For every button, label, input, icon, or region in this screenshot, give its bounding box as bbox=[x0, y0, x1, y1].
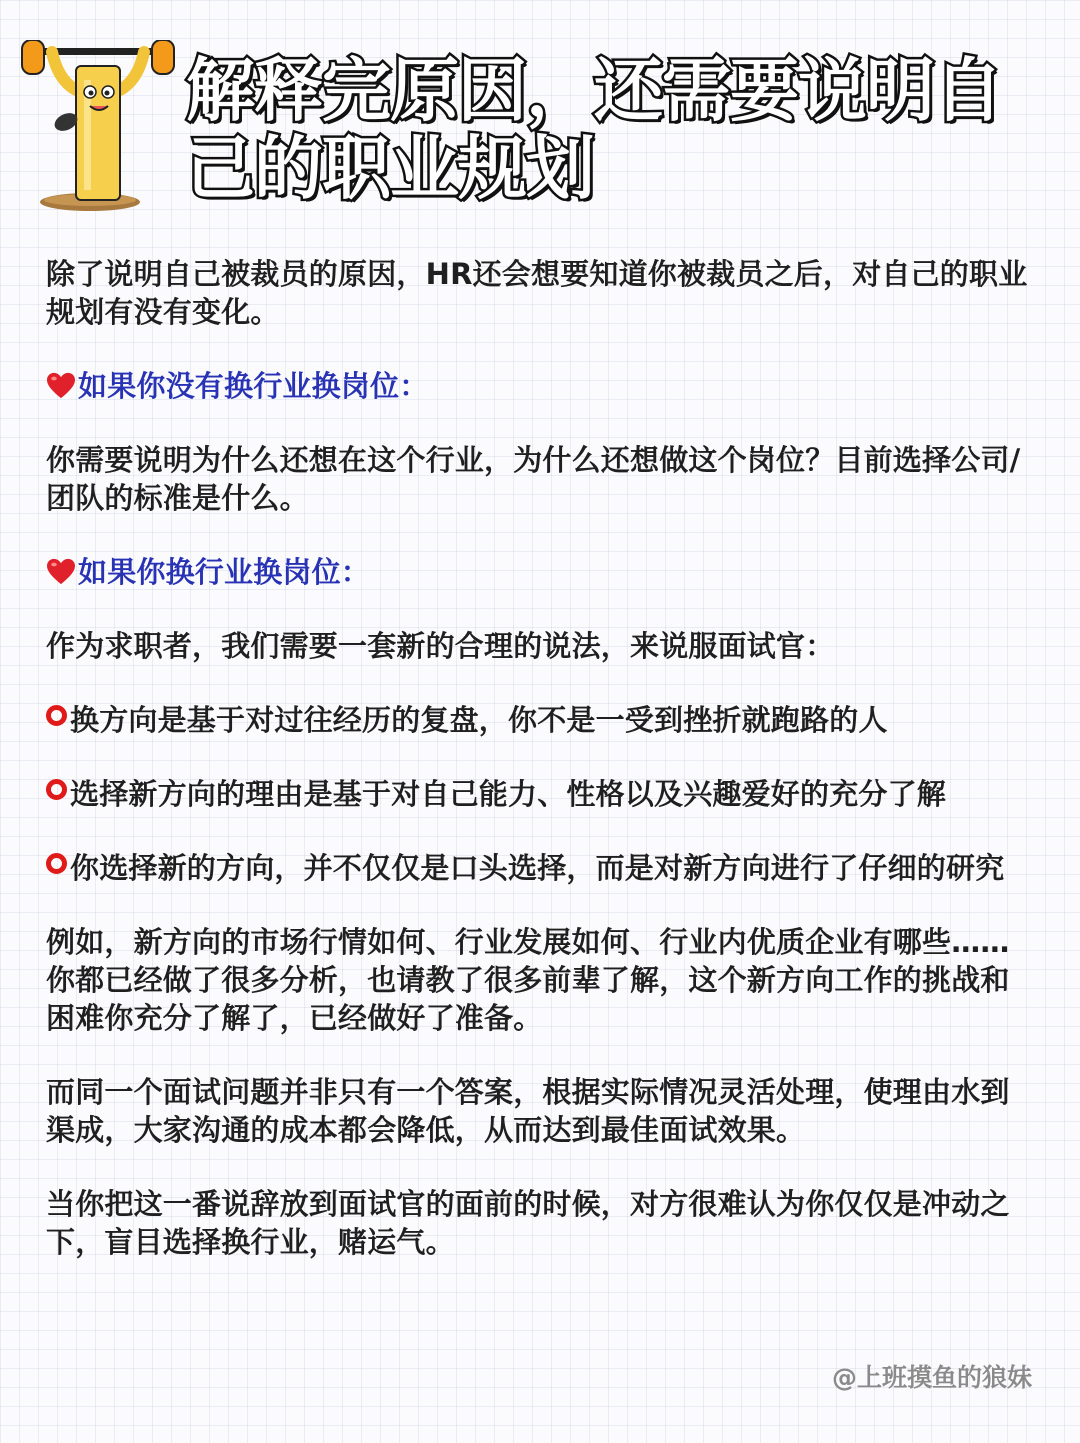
section-heading-change-industry bbox=[46, 553, 1038, 591]
intro-paragraph: 除了说明自己被裁员的原因，HR还会想要知道你被裁员之后，对自己的职业规划有没有变化。 bbox=[46, 257, 1028, 329]
example-paragraph: 例如，新方向的市场行情如何、行业发展如何、行业内优质企业有哪些……你都已经做了很多分析，也请教了很多前辈了解，这个新方向工作的挑战和困难你充分了解了，已经做好了准备。 bbox=[46, 925, 1010, 1035]
heading-label: 如果你换行业换岗位： bbox=[78, 555, 371, 589]
heart-icon bbox=[46, 558, 76, 586]
heading-label: 如果你没有换行业换岗位： bbox=[78, 369, 429, 403]
page-title: 解释完原因，还需要说明自己的职业规划 bbox=[186, 51, 1002, 209]
red-circle-icon bbox=[46, 779, 67, 800]
change-industry-paragraph: 作为求职者，我们需要一套新的合理的说法，来说服面试官： bbox=[46, 629, 835, 663]
list-item bbox=[46, 775, 1038, 813]
mascot-weightlifter-icon bbox=[18, 40, 178, 215]
list-item-text: 换方向是基于对过往经历的复盘，你不是一受到挫折就跑路的人 bbox=[70, 703, 888, 737]
article-body bbox=[46, 255, 1038, 1297]
list-item-text: 你选择新的方向，并不仅仅是口头选择，而是对新方向进行了仔细的研究 bbox=[70, 851, 1005, 885]
heart-icon bbox=[46, 372, 76, 400]
red-circle-icon bbox=[46, 705, 67, 726]
same-industry-paragraph: 你需要说明为什么还想在这个行业，为什么还想做这个岗位？目前选择公司/团队的标准是什么。 bbox=[46, 443, 1021, 515]
list-item bbox=[46, 849, 1038, 887]
section-heading-same-industry bbox=[46, 367, 1038, 405]
flexibility-paragraph: 而同一个面试问题并非只有一个答案，根据实际情况灵活处理，使理由水到渠成，大家沟通的成本都会降低，从而达到最佳面试效果。 bbox=[46, 1075, 1010, 1147]
red-circle-icon bbox=[46, 853, 67, 874]
list-item-text: 选择新方向的理由是基于对自己能力、性格以及兴趣爱好的充分了解 bbox=[70, 777, 947, 811]
conclusion-paragraph: 当你把这一番说辞放到面试官的面前的时候，对方很难认为你仅仅是冲动之下，盲目选择换行业，赌运气。 bbox=[46, 1187, 1010, 1259]
list-item bbox=[46, 701, 1038, 739]
author-watermark: @上班摸鱼的狼妹 bbox=[831, 1363, 1032, 1392]
